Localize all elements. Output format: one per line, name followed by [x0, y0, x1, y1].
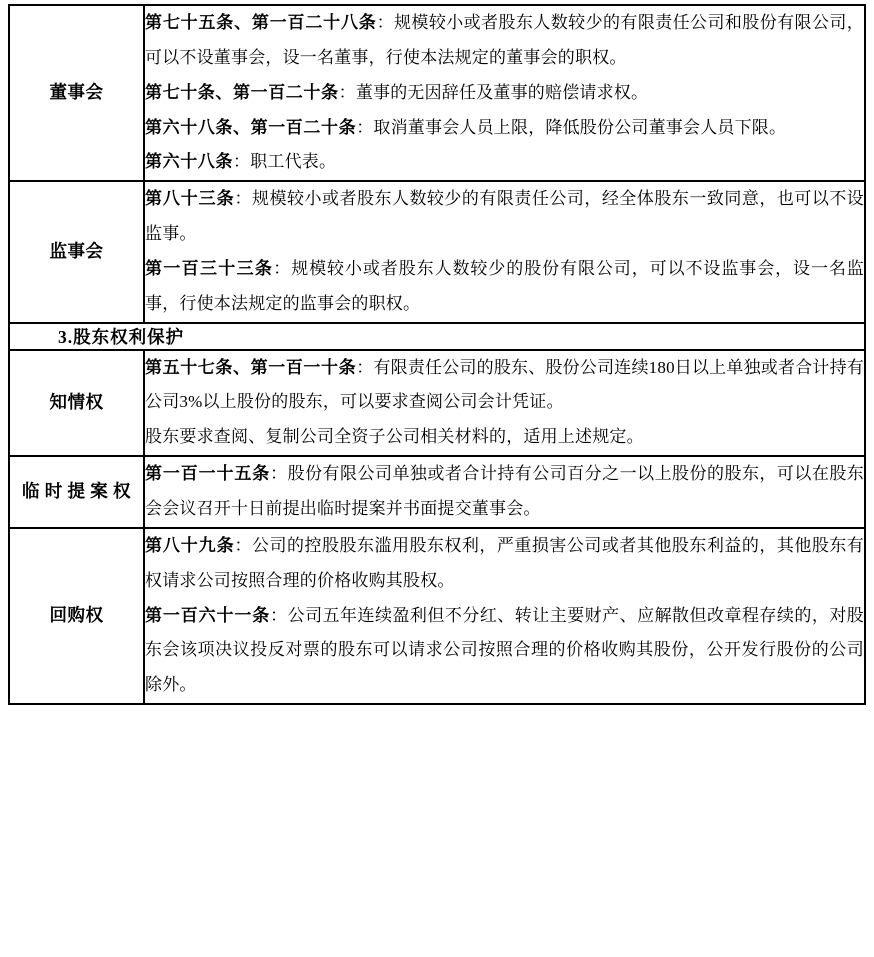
- provision-paragraph: [145, 111, 864, 146]
- article-separator: ：: [356, 357, 374, 377]
- provision-paragraph: [145, 529, 864, 599]
- provision-text: 董事的无因辞任及董事的赔偿请求权。: [355, 82, 649, 102]
- table-row: [9, 350, 865, 457]
- article-number: 第六十八条: [145, 152, 233, 172]
- article-number: 第七十五条、第一百二十八条: [145, 13, 377, 32]
- article-separator: ：: [270, 605, 288, 625]
- row-label-text: 知情权: [49, 392, 104, 413]
- row-content-right-to-information: [144, 350, 865, 457]
- row-label-interim-proposal-right: [9, 456, 144, 528]
- article-number: 第八十三条: [145, 189, 235, 209]
- provision-paragraph: [145, 182, 864, 252]
- provision-paragraph: [145, 145, 864, 180]
- provision-paragraph: [145, 252, 864, 322]
- provision-paragraph: [145, 457, 864, 527]
- provision-paragraph: [145, 599, 864, 704]
- article-number: 第六十八条、第一百二十条: [145, 117, 357, 137]
- row-label-board-of-supervisors: [9, 181, 144, 322]
- article-number: 第一百一十五条: [145, 464, 271, 484]
- provision-text: 职工代表。: [250, 152, 337, 172]
- table-body: [9, 5, 865, 704]
- section-heading-text: 3.股东权利保护: [58, 326, 185, 347]
- provision-paragraph: [145, 6, 864, 76]
- table-row: [9, 5, 865, 181]
- provision-text: 取消董事会人员上限，降低股份公司董事会人员下限。: [373, 117, 787, 137]
- provision-text: 规模较小或者股东人数较少的有限责任公司和股份有限公司，可以不设董事会，设一名董事，行使本法规定的董事会的职权。: [145, 13, 864, 67]
- row-content-board-of-directors: [144, 5, 865, 181]
- article-separator: ：: [234, 535, 252, 555]
- row-content-interim-proposal-right: [144, 456, 865, 528]
- provision-text: 有限责任公司的股东、股份公司连续180日以上单独或者合计持有公司3%以上股份的股东，可以要求查阅公司会计凭证。: [145, 357, 864, 412]
- article-number: 第七十条、第一百二十条: [145, 82, 339, 102]
- table-row: [9, 528, 865, 704]
- row-content-board-of-supervisors: [144, 181, 865, 322]
- article-number: 第五十七条、第一百一十条: [145, 357, 357, 377]
- provision-text: 股份有限公司单独或者合计持有公司百分之一以上股份的股东，可以在股东会会议召开十日前提出临时提案并书面提交董事会。: [145, 464, 864, 518]
- provision-paragraph: [145, 420, 864, 455]
- row-content-repurchase-right: [144, 528, 865, 704]
- row-label-text: 回购权: [49, 605, 104, 626]
- provision-paragraph: [145, 351, 864, 421]
- provision-paragraph: [145, 76, 864, 111]
- section-heading-cell: [9, 323, 865, 350]
- article-number: 第一百三十三条: [145, 258, 274, 278]
- article-separator: ：: [270, 464, 288, 484]
- provision-text: 公司的控股股东滥用股东权利，严重损害公司或者其他股东利益的，其他股东有权请求公司按照合理的价格收购其股权。: [145, 535, 865, 590]
- row-label-repurchase-right: [9, 528, 144, 704]
- table-row-section-heading: [9, 323, 865, 350]
- article-separator: ：: [376, 13, 395, 32]
- article-separator: ：: [234, 189, 252, 209]
- article-separator: ：: [356, 117, 374, 137]
- provision-text: 规模较小或者股东人数较少的股份有限公司，可以不设监事会，设一名监事，行使本法规定的监事会的职权。: [145, 258, 865, 313]
- row-label-text: 董事会: [49, 82, 104, 103]
- row-label-text: 临时提案权: [22, 481, 131, 502]
- row-label-text: 监事会: [49, 241, 104, 262]
- provision-text: 公司五年连续盈利但不分红、转让主要财产、应解散但改章程存续的，对股东会该项决议投反对票的股东可以请求公司按照合理的价格收购其股份，公开发行股份的公司除外。: [145, 605, 864, 695]
- article-separator: ：: [233, 152, 251, 172]
- provision-text: 规模较小或者股东人数较少的有限责任公司，经全体股东一致同意，也可以不设监事。: [145, 189, 865, 244]
- table-row: [9, 456, 865, 528]
- article-number: 第一百六十一条: [145, 605, 271, 625]
- company-law-comparison-table: [8, 4, 866, 705]
- table-row: [9, 181, 865, 322]
- article-separator: ：: [273, 258, 292, 278]
- article-number: 第八十九条: [145, 535, 235, 555]
- row-label-right-to-information: [9, 350, 144, 457]
- article-separator: ：: [338, 82, 356, 102]
- row-label-board-of-directors: [9, 5, 144, 181]
- provision-text: 股东要求查阅、复制公司全资子公司相关材料的，适用上述规定。: [145, 427, 644, 447]
